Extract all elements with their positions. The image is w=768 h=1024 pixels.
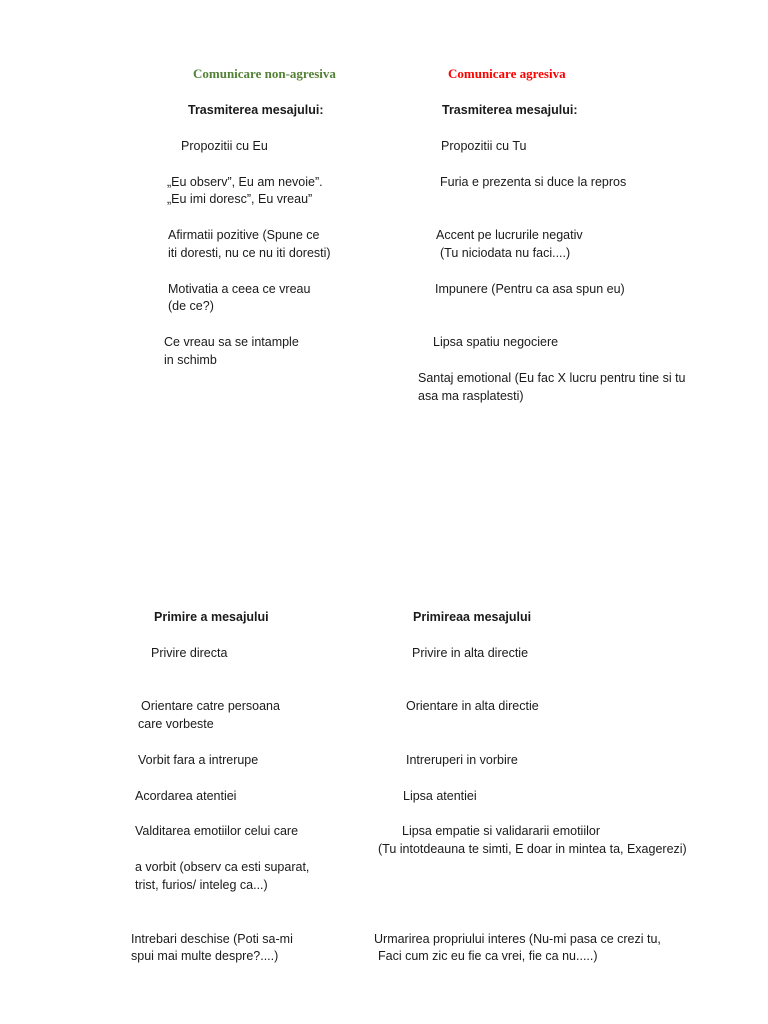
left-transmission-heading: Trasmiterea mesajului: — [188, 103, 324, 117]
non-agresiva-title: Comunicare non-agresiva — [193, 66, 336, 81]
right-item-imposition: Impunere (Pentru ca asa spun eu) — [435, 282, 625, 296]
left-item-positive-statements-line: Afirmatii pozitive (Spune ce — [168, 228, 320, 242]
left-item-positive-statements-line: iti doresti, nu ce nu iti doresti) — [168, 246, 331, 260]
left-item-eu-examples-line: „Eu imi doresc”, Eu vreau” — [167, 192, 313, 206]
right-transmission-heading: Trasmiterea mesajului: — [442, 103, 578, 117]
right-item-negative-focus-line: (Tu niciodata nu faci....) — [440, 246, 571, 260]
right-item-lack-of-empathy-line: Lipsa empatie si validararii emotiilor — [402, 824, 600, 838]
left-item-desired-outcome-line: in schimb — [164, 353, 217, 367]
right-item-lack-of-empathy-line: (Tu intotdeauna te simti, E doar in mintea ta, Exagerezi) — [378, 842, 687, 856]
left-item-validation-line: Valditarea emotiilor celui care — [135, 824, 299, 838]
right-item-anger: Furia e prezenta si duce la repros — [440, 175, 627, 189]
left-item-orientation-line: Orientare catre persoana — [141, 699, 280, 713]
right-item-self-interest-line: Urmarirea propriului interes (Nu-mi pasa ce crezi tu, — [374, 932, 661, 946]
left-item-validation-line: trist, furios/ inteleg ca...) — [135, 878, 268, 892]
right-item-interruptions: Intreruperi in vorbire — [406, 753, 518, 767]
right-item-emotional-blackmail-line: asa ma rasplatesti) — [418, 389, 524, 403]
left-item-no-interrupting: Vorbit fara a intrerupe — [138, 753, 259, 767]
left-item-eu-examples-line: „Eu observ”, Eu am nevoie”. — [167, 175, 323, 189]
left-item-motivation-line: Motivatia a ceea ce vreau — [168, 282, 311, 296]
left-item-open-questions-line: Intrebari deschise (Poti sa-mi — [131, 932, 293, 946]
right-item-negative-focus-line: Accent pe lucrurile negativ — [436, 228, 583, 242]
right-item-tu-sentences: Propozitii cu Tu — [441, 139, 527, 153]
left-item-direct-gaze: Privire directa — [151, 646, 228, 660]
left-reception-heading: Primire a mesajului — [154, 610, 269, 624]
right-item-other-orientation: Orientare in alta directie — [406, 699, 539, 713]
right-item-emotional-blackmail-line: Santaj emotional (Eu fac X lucru pentru tine si tu — [418, 371, 686, 385]
right-item-self-interest-line: Faci cum zic eu fie ca vrei, fie ca nu.....) — [378, 949, 598, 963]
left-item-eu-sentences: Propozitii cu Eu — [181, 139, 268, 153]
left-item-motivation-line: (de ce?) — [168, 299, 214, 313]
right-item-lack-of-attention: Lipsa atentiei — [403, 789, 477, 803]
left-item-attention: Acordarea atentiei — [135, 789, 237, 803]
left-item-orientation-line: care vorbeste — [138, 717, 214, 731]
left-item-validation-line: a vorbit (observ ca esti suparat, — [135, 860, 310, 874]
agresiva-title: Comunicare agresiva — [448, 66, 566, 81]
right-reception-heading: Primireaa mesajului — [413, 610, 532, 624]
left-item-open-questions-line: spui mai multe despre?....) — [131, 949, 279, 963]
left-item-desired-outcome-line: Ce vreau sa se intample — [164, 335, 299, 349]
right-item-no-negotiation: Lipsa spatiu negociere — [433, 335, 559, 349]
right-item-looking-away: Privire in alta directie — [412, 646, 529, 660]
